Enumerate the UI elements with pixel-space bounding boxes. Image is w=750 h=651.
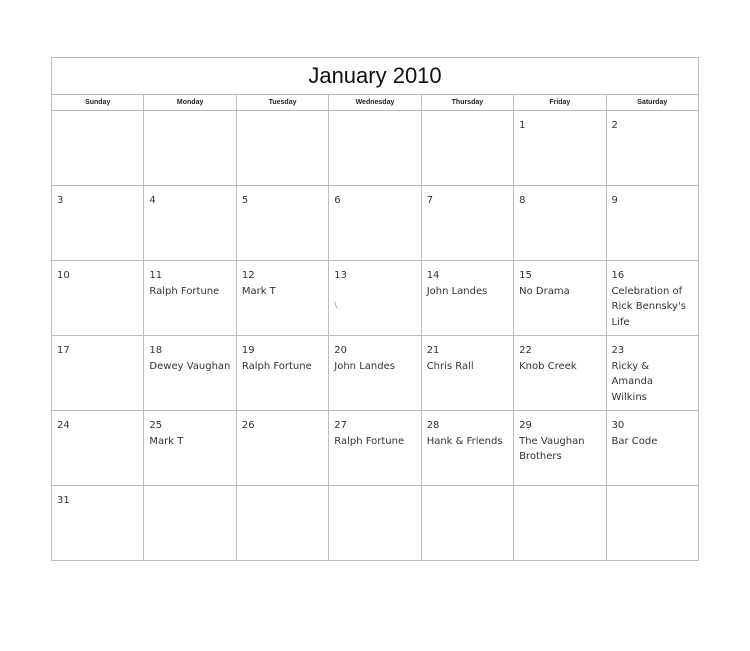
day-number: 10 [57,270,70,281]
day-cell [514,411,606,486]
day-number: 26 [241,420,255,431]
weekday-saturday: Saturday [606,95,698,111]
day-content [52,111,143,118]
day-cell [606,186,698,261]
event-text: Celebration of [611,285,683,297]
day-number: 15 [519,270,532,281]
day-cell [52,411,144,486]
day-cell [421,411,513,486]
day-content [422,186,513,209]
event-text: Mark T [149,435,184,447]
day-content [329,186,420,209]
day-content [329,111,420,118]
day-content [422,411,513,449]
day-content [144,336,235,374]
day-number: 8 [519,195,526,206]
day-content [607,261,698,330]
event-text: The Vaughan [519,435,585,447]
day-cell [329,261,421,336]
day-cell [52,486,144,561]
day-content [237,186,328,209]
day-content [607,336,698,405]
day-content [422,261,513,299]
day-content [52,186,143,209]
day-content [607,411,698,449]
day-cell [236,186,328,261]
day-cell [144,486,236,561]
week-row [52,486,699,561]
weekday-wednesday: Wednesday [329,95,421,111]
day-number: 29 [519,420,532,431]
day-cell [421,486,513,561]
weekday-thursday: Thursday [421,95,513,111]
day-cell [329,111,421,186]
day-cell [52,186,144,261]
event-text: John Landes [426,285,488,297]
day-content [514,261,605,299]
day-number: 11 [149,270,163,281]
weekday-monday: Monday [144,95,236,111]
day-content [329,261,420,315]
event-text: Ralph Fortune [241,360,312,372]
title-row [52,58,699,95]
day-number: 12 [241,270,255,281]
day-cell [606,111,698,186]
day-cell [421,186,513,261]
week-row [52,111,699,186]
day-number: 14 [426,270,440,281]
event-text: No Drama [519,285,570,297]
day-content [237,411,328,434]
weekday-friday: Friday [514,95,606,111]
event-text: John Landes [334,360,395,372]
day-cell [606,261,698,336]
week-row [52,261,699,336]
day-cell [236,486,328,561]
day-content [422,486,513,493]
day-cell [421,111,513,186]
day-content [514,486,605,493]
day-number: 23 [611,345,625,356]
day-content [514,411,605,465]
day-content [237,336,328,374]
day-content [237,486,328,493]
day-cell [606,411,698,486]
day-number: 3 [57,195,64,206]
day-number: 27 [334,420,347,431]
day-number: 16 [611,270,625,281]
day-number: 7 [426,195,434,206]
event-text: Bar Code [611,435,658,447]
day-number: 9 [611,195,618,206]
event-text: Brothers [519,451,562,462]
day-number: 1 [519,120,526,131]
event-text: Knob Creek [519,360,577,372]
day-number: 22 [519,345,532,356]
day-number: 13 [334,270,347,281]
calendar-grid [51,57,699,561]
day-content [52,411,143,434]
day-content [422,336,513,374]
event-text: Dewey Vaughan [149,360,231,372]
day-cell [329,486,421,561]
day-content [514,186,605,209]
weekday-tuesday: Tuesday [236,95,328,111]
day-number: 25 [149,420,163,431]
day-cell [514,186,606,261]
day-cell [144,336,236,411]
day-content [329,486,420,493]
event-text: Mark T [241,285,276,297]
week-row [52,186,699,261]
day-content [237,261,328,299]
day-cell [329,411,421,486]
day-content [144,486,235,493]
day-cell [606,486,698,561]
day-content [329,336,420,374]
day-content [514,111,605,134]
day-content [144,186,235,209]
day-cell [514,486,606,561]
weekday-header-row [52,95,699,111]
week-row [52,411,699,486]
day-cell [236,411,328,486]
day-number: 30 [611,420,625,431]
day-content [607,486,698,493]
event-text: Life [611,316,630,328]
day-number: 24 [57,420,70,431]
stray-mark: \ [334,301,338,311]
day-cell [236,111,328,186]
day-cell [144,186,236,261]
day-cell [421,336,513,411]
day-content [237,111,328,118]
day-number: 20 [334,345,347,356]
event-text: Hank & Friends [426,435,503,447]
day-number: 6 [334,195,341,206]
day-cell [514,111,606,186]
day-cell [236,336,328,411]
event-text: Wilkins [611,391,647,403]
day-number: 21 [426,345,440,356]
day-number: 19 [241,345,255,356]
day-cell [606,336,698,411]
day-number: 28 [426,420,440,431]
day-content [607,186,698,209]
day-cell [514,261,606,336]
event-text: Chris Rall [426,360,474,372]
day-content [144,111,235,118]
day-number: 4 [149,195,156,206]
day-content [422,111,513,118]
day-cell [421,261,513,336]
day-number: 31 [57,495,70,506]
day-cell [144,261,236,336]
day-cell [144,411,236,486]
day-content [52,336,143,359]
day-cell [514,336,606,411]
day-number: 2 [611,120,618,131]
day-cell [329,336,421,411]
event-text: Rick Bennsky's [611,301,686,312]
event-text: Ralph Fortune [334,435,405,447]
day-cell [52,261,144,336]
day-content [514,336,605,374]
calendar-weeks [52,111,699,561]
day-content [52,261,143,284]
day-content [144,261,235,299]
day-cell [236,261,328,336]
calendar-title: January 2010 [52,58,699,95]
day-content [52,486,143,509]
day-number: 18 [149,345,163,356]
event-text: Ricky & Amanda [611,360,654,387]
day-content [144,411,235,449]
day-cell [52,111,144,186]
day-cell [329,186,421,261]
weekday-sunday: Sunday [52,95,144,111]
event-text: Ralph Fortune [149,285,220,297]
day-cell [144,111,236,186]
day-number: 5 [241,195,249,206]
day-content [329,411,420,449]
day-cell [52,336,144,411]
week-row [52,336,699,411]
day-content [607,111,698,134]
day-number: 17 [57,345,70,356]
